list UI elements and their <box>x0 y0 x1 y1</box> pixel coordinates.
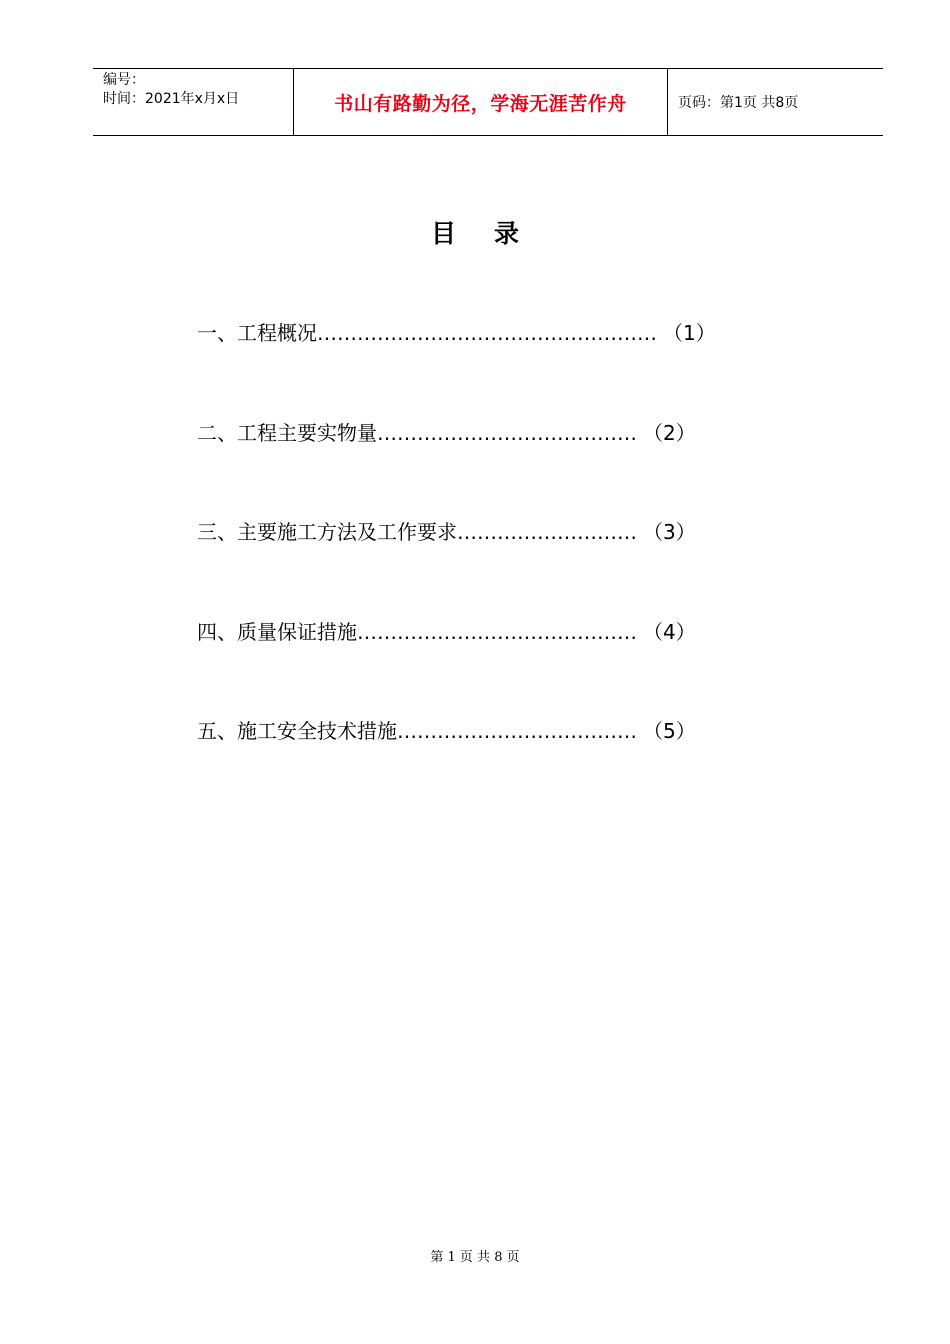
toc-item-leader: ……………………………… <box>397 719 637 743</box>
toc-item-leader: …………………………………… <box>357 620 637 644</box>
toc-item-page: （5） <box>643 719 696 743</box>
toc-item[interactable] <box>197 316 716 350</box>
toc-item[interactable] <box>197 515 696 549</box>
document-number-label: 编号： <box>103 72 145 88</box>
toc-item[interactable] <box>197 714 696 748</box>
header-page-info: 页码：第1页 共8页 <box>678 95 799 111</box>
toc-item-leader: ………………………………… <box>377 421 637 445</box>
toc-item-leader: ……………………… <box>457 520 637 544</box>
page-title <box>0 214 950 250</box>
title-char-2: 录 <box>494 219 520 248</box>
toc-item-label: 四、质量保证措施 <box>197 620 357 644</box>
toc-item-label: 三、主要施工方法及工作要求 <box>197 520 457 544</box>
page-header <box>93 68 883 136</box>
toc-item-label: 五、施工安全技术措施 <box>197 719 397 743</box>
header-motto: 书山有路勤为径，学海无涯苦作舟 <box>294 69 668 135</box>
header-meta <box>93 69 294 135</box>
toc-item-page: （1） <box>663 321 716 345</box>
toc-item[interactable] <box>197 416 696 450</box>
page-footer: 第 1 页 共 8 页 <box>430 1250 520 1265</box>
toc-item-page: （2） <box>643 421 696 445</box>
toc-item-page: （3） <box>643 520 696 544</box>
toc-item-leader: …………………………………………… <box>317 321 657 345</box>
document-time: 时间：2021年x月x日 <box>103 91 240 107</box>
toc-item-label: 一、工程概况 <box>197 321 317 345</box>
title-char-1: 目 <box>430 219 456 248</box>
toc-item[interactable] <box>197 615 696 649</box>
toc-item-label: 二、工程主要实物量 <box>197 421 377 445</box>
toc-item-page: （4） <box>643 620 696 644</box>
